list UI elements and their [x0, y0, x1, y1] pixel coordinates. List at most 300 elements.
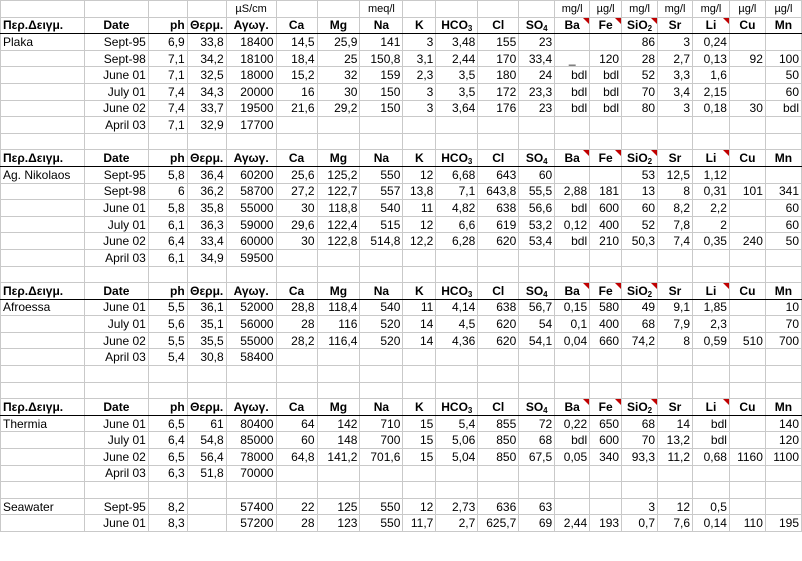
value-cell[interactable]: [360, 249, 403, 266]
value-cell[interactable]: 5,5: [148, 332, 187, 349]
value-cell[interactable]: [555, 117, 590, 134]
value-cell[interactable]: 6,3: [148, 465, 187, 482]
value-cell[interactable]: 0,04: [555, 332, 590, 349]
value-cell[interactable]: 72: [519, 415, 555, 432]
value-cell[interactable]: [590, 266, 622, 283]
value-cell[interactable]: 3,64: [436, 100, 478, 117]
value-cell[interactable]: 142: [317, 415, 360, 432]
value-cell[interactable]: [658, 465, 693, 482]
value-cell[interactable]: 80400: [226, 415, 276, 432]
value-cell[interactable]: [436, 382, 478, 399]
value-cell[interactable]: 50: [765, 233, 801, 250]
value-cell[interactable]: 0,18: [693, 100, 730, 117]
value-cell[interactable]: 86: [622, 34, 658, 51]
value-cell[interactable]: [658, 266, 693, 283]
value-cell[interactable]: 35,1: [187, 316, 226, 333]
value-cell[interactable]: [658, 117, 693, 134]
value-cell[interactable]: [622, 482, 658, 499]
value-cell[interactable]: 67,5: [519, 449, 555, 466]
site-cell[interactable]: [1, 349, 85, 366]
site-cell[interactable]: Ag. Nikolaos: [1, 166, 85, 183]
value-cell[interactable]: 56,6: [519, 200, 555, 217]
value-cell[interactable]: 2,88: [555, 183, 590, 200]
value-cell[interactable]: 10: [765, 299, 801, 316]
value-cell[interactable]: 30: [276, 233, 317, 250]
value-cell[interactable]: 19500: [226, 100, 276, 117]
value-cell[interactable]: 54: [519, 316, 555, 333]
column-header[interactable]: Mn: [765, 283, 801, 300]
value-cell[interactable]: [360, 482, 403, 499]
value-cell[interactable]: [360, 117, 403, 134]
date-cell[interactable]: June 01: [84, 515, 148, 532]
value-cell[interactable]: 120: [765, 432, 801, 449]
value-cell[interactable]: 25,6: [276, 166, 317, 183]
value-cell[interactable]: [478, 366, 519, 383]
value-cell[interactable]: [729, 498, 765, 515]
value-cell[interactable]: bdl: [590, 100, 622, 117]
value-cell[interactable]: [360, 349, 403, 366]
value-cell[interactable]: [693, 133, 730, 150]
value-cell[interactable]: 36,4: [187, 166, 226, 183]
value-cell[interactable]: 148: [317, 432, 360, 449]
value-cell[interactable]: 53,2: [519, 216, 555, 233]
value-cell[interactable]: _: [555, 50, 590, 67]
value-cell[interactable]: 643: [478, 166, 519, 183]
value-cell[interactable]: 620: [478, 332, 519, 349]
value-cell[interactable]: bdl: [693, 432, 730, 449]
value-cell[interactable]: 7,4: [658, 233, 693, 250]
value-cell[interactable]: [519, 465, 555, 482]
value-cell[interactable]: 7,4: [148, 83, 187, 100]
value-cell[interactable]: [729, 133, 765, 150]
unit-cell[interactable]: [1, 1, 85, 18]
value-cell[interactable]: 2,7: [436, 515, 478, 532]
value-cell[interactable]: 0,05: [555, 449, 590, 466]
value-cell[interactable]: [765, 482, 801, 499]
value-cell[interactable]: [478, 117, 519, 134]
value-cell[interactable]: 550: [360, 498, 403, 515]
value-cell[interactable]: [729, 366, 765, 383]
value-cell[interactable]: [276, 465, 317, 482]
value-cell[interactable]: 193: [590, 515, 622, 532]
value-cell[interactable]: 18100: [226, 50, 276, 67]
value-cell[interactable]: [590, 349, 622, 366]
value-cell[interactable]: bdl: [765, 100, 801, 117]
value-cell[interactable]: [360, 465, 403, 482]
value-cell[interactable]: [765, 34, 801, 51]
value-cell[interactable]: 35,8: [187, 200, 226, 217]
value-cell[interactable]: 625,7: [478, 515, 519, 532]
value-cell[interactable]: 32,9: [187, 117, 226, 134]
value-cell[interactable]: [555, 482, 590, 499]
value-cell[interactable]: 0,22: [555, 415, 590, 432]
value-cell[interactable]: [478, 133, 519, 150]
value-cell[interactable]: [555, 166, 590, 183]
value-cell[interactable]: 7,1: [148, 117, 187, 134]
value-cell[interactable]: 29,2: [317, 100, 360, 117]
value-cell[interactable]: 6,5: [148, 415, 187, 432]
column-header[interactable]: Περ.Δειγμ.: [1, 399, 85, 416]
value-cell[interactable]: 15: [403, 449, 436, 466]
value-cell[interactable]: [765, 117, 801, 134]
value-cell[interactable]: [403, 349, 436, 366]
site-cell[interactable]: Plaka: [1, 34, 85, 51]
value-cell[interactable]: [729, 249, 765, 266]
value-cell[interactable]: 58700: [226, 183, 276, 200]
value-cell[interactable]: 52: [622, 216, 658, 233]
value-cell[interactable]: 0,13: [693, 50, 730, 67]
value-cell[interactable]: [519, 366, 555, 383]
column-header[interactable]: Cl: [478, 283, 519, 300]
value-cell[interactable]: 21,6: [276, 100, 317, 117]
site-cell[interactable]: [1, 266, 85, 283]
column-header[interactable]: Date: [84, 399, 148, 416]
value-cell[interactable]: 14: [658, 415, 693, 432]
column-header[interactable]: Li: [693, 150, 730, 167]
site-cell[interactable]: [1, 117, 85, 134]
value-cell[interactable]: 15: [403, 432, 436, 449]
value-cell[interactable]: 18,4: [276, 50, 317, 67]
column-header[interactable]: Ba: [555, 150, 590, 167]
value-cell[interactable]: 0,5: [693, 498, 730, 515]
value-cell[interactable]: 2,3: [403, 67, 436, 84]
value-cell[interactable]: [436, 117, 478, 134]
value-cell[interactable]: [729, 266, 765, 283]
site-cell[interactable]: [1, 133, 85, 150]
value-cell[interactable]: 125: [317, 498, 360, 515]
value-cell[interactable]: [555, 349, 590, 366]
value-cell[interactable]: 80: [622, 100, 658, 117]
date-cell[interactable]: Sept-95: [84, 498, 148, 515]
column-header[interactable]: Na: [360, 283, 403, 300]
value-cell[interactable]: 36,3: [187, 216, 226, 233]
value-cell[interactable]: 141,2: [317, 449, 360, 466]
value-cell[interactable]: 515: [360, 216, 403, 233]
column-header[interactable]: Mn: [765, 17, 801, 34]
value-cell[interactable]: 52000: [226, 299, 276, 316]
site-cell[interactable]: [1, 200, 85, 217]
value-cell[interactable]: 557: [360, 183, 403, 200]
value-cell[interactable]: 28: [276, 515, 317, 532]
value-cell[interactable]: 23: [519, 100, 555, 117]
value-cell[interactable]: 60: [765, 216, 801, 233]
date-cell[interactable]: Sept-95: [84, 166, 148, 183]
value-cell[interactable]: [729, 465, 765, 482]
value-cell[interactable]: 341: [765, 183, 801, 200]
value-cell[interactable]: 5,04: [436, 449, 478, 466]
column-header[interactable]: Na: [360, 150, 403, 167]
value-cell[interactable]: 49: [622, 299, 658, 316]
value-cell[interactable]: 620: [478, 233, 519, 250]
value-cell[interactable]: 6,1: [148, 249, 187, 266]
date-cell[interactable]: Sept-98: [84, 50, 148, 67]
value-cell[interactable]: 70: [765, 316, 801, 333]
value-cell[interactable]: 120: [590, 50, 622, 67]
column-header[interactable]: Αγωγ.: [226, 150, 276, 167]
value-cell[interactable]: [478, 465, 519, 482]
value-cell[interactable]: 0,24: [693, 34, 730, 51]
value-cell[interactable]: 11,7: [403, 515, 436, 532]
column-header[interactable]: $HCO_3$: [436, 17, 478, 34]
value-cell[interactable]: 6,4: [148, 432, 187, 449]
value-cell[interactable]: [187, 366, 226, 383]
value-cell[interactable]: [478, 482, 519, 499]
value-cell[interactable]: [658, 349, 693, 366]
value-cell[interactable]: 210: [590, 233, 622, 250]
unit-cell[interactable]: meq/l: [360, 1, 403, 18]
value-cell[interactable]: 520: [360, 316, 403, 333]
unit-cell[interactable]: [276, 1, 317, 18]
column-header[interactable]: Fe: [590, 399, 622, 416]
value-cell[interactable]: 155: [478, 34, 519, 51]
value-cell[interactable]: [555, 498, 590, 515]
column-header[interactable]: Fe: [590, 17, 622, 34]
column-header[interactable]: Mg: [317, 283, 360, 300]
value-cell[interactable]: 36,2: [187, 183, 226, 200]
value-cell[interactable]: 5,4: [436, 415, 478, 432]
value-cell[interactable]: 25: [317, 50, 360, 67]
column-header[interactable]: Na: [360, 399, 403, 416]
value-cell[interactable]: 660: [590, 332, 622, 349]
value-cell[interactable]: [658, 249, 693, 266]
value-cell[interactable]: 3: [403, 34, 436, 51]
date-cell[interactable]: June 01: [84, 415, 148, 432]
value-cell[interactable]: 5,6: [148, 316, 187, 333]
value-cell[interactable]: 12: [403, 166, 436, 183]
value-cell[interactable]: 150,8: [360, 50, 403, 67]
value-cell[interactable]: 195: [765, 515, 801, 532]
value-cell[interactable]: 110: [729, 515, 765, 532]
value-cell[interactable]: 30: [729, 100, 765, 117]
column-header[interactable]: Ca: [276, 399, 317, 416]
value-cell[interactable]: 181: [590, 183, 622, 200]
value-cell[interactable]: [187, 515, 226, 532]
value-cell[interactable]: 6,4: [148, 233, 187, 250]
date-cell[interactable]: [84, 366, 148, 383]
value-cell[interactable]: [360, 382, 403, 399]
value-cell[interactable]: 0,14: [693, 515, 730, 532]
column-header[interactable]: $HCO_3$: [436, 399, 478, 416]
value-cell[interactable]: 2,3: [693, 316, 730, 333]
value-cell[interactable]: 15,2: [276, 67, 317, 84]
value-cell[interactable]: 643,8: [478, 183, 519, 200]
value-cell[interactable]: 56,4: [187, 449, 226, 466]
value-cell[interactable]: [317, 482, 360, 499]
value-cell[interactable]: 23,3: [519, 83, 555, 100]
value-cell[interactable]: 3,5: [436, 67, 478, 84]
value-cell[interactable]: 1160: [729, 449, 765, 466]
value-cell[interactable]: [187, 498, 226, 515]
unit-cell[interactable]: [148, 1, 187, 18]
value-cell[interactable]: [590, 366, 622, 383]
value-cell[interactable]: [658, 133, 693, 150]
value-cell[interactable]: [148, 133, 187, 150]
value-cell[interactable]: bdl: [590, 83, 622, 100]
column-header[interactable]: Θερμ.: [187, 17, 226, 34]
value-cell[interactable]: 54,1: [519, 332, 555, 349]
value-cell[interactable]: 60: [765, 200, 801, 217]
value-cell[interactable]: 2,7: [658, 50, 693, 67]
value-cell[interactable]: 13,2: [658, 432, 693, 449]
value-cell[interactable]: 33,4: [187, 233, 226, 250]
value-cell[interactable]: [276, 366, 317, 383]
date-cell[interactable]: June 01: [84, 200, 148, 217]
value-cell[interactable]: 3: [658, 34, 693, 51]
column-header[interactable]: Li: [693, 17, 730, 34]
value-cell[interactable]: 850: [478, 449, 519, 466]
value-cell[interactable]: 74,2: [622, 332, 658, 349]
value-cell[interactable]: 170: [478, 50, 519, 67]
value-cell[interactable]: [187, 382, 226, 399]
value-cell[interactable]: [765, 465, 801, 482]
value-cell[interactable]: [226, 133, 276, 150]
value-cell[interactable]: [276, 249, 317, 266]
unit-cell[interactable]: µg/l: [590, 1, 622, 18]
site-cell[interactable]: [1, 366, 85, 383]
value-cell[interactable]: 0,12: [555, 216, 590, 233]
site-cell[interactable]: [1, 83, 85, 100]
column-header[interactable]: Περ.Δειγμ.: [1, 283, 85, 300]
date-cell[interactable]: April 03: [84, 465, 148, 482]
value-cell[interactable]: [622, 117, 658, 134]
column-header[interactable]: Θερμ.: [187, 399, 226, 416]
value-cell[interactable]: [276, 117, 317, 134]
value-cell[interactable]: 58400: [226, 349, 276, 366]
date-cell[interactable]: April 03: [84, 249, 148, 266]
date-cell[interactable]: June 02: [84, 233, 148, 250]
value-cell[interactable]: 85000: [226, 432, 276, 449]
value-cell[interactable]: 0,59: [693, 332, 730, 349]
value-cell[interactable]: 36,1: [187, 299, 226, 316]
column-header[interactable]: Περ.Δειγμ.: [1, 150, 85, 167]
value-cell[interactable]: 55,5: [519, 183, 555, 200]
value-cell[interactable]: 240: [729, 233, 765, 250]
value-cell[interactable]: [317, 349, 360, 366]
site-cell[interactable]: Thermia: [1, 415, 85, 432]
date-cell[interactable]: Sept-95: [84, 34, 148, 51]
value-cell[interactable]: 33,4: [519, 50, 555, 67]
value-cell[interactable]: 30: [317, 83, 360, 100]
value-cell[interactable]: 13,8: [403, 183, 436, 200]
value-cell[interactable]: 116: [317, 316, 360, 333]
value-cell[interactable]: 3: [622, 498, 658, 515]
value-cell[interactable]: [693, 465, 730, 482]
value-cell[interactable]: 550: [360, 166, 403, 183]
value-cell[interactable]: [436, 349, 478, 366]
value-cell[interactable]: 22: [276, 498, 317, 515]
value-cell[interactable]: 13: [622, 183, 658, 200]
site-cell[interactable]: [1, 515, 85, 532]
column-header[interactable]: Na: [360, 17, 403, 34]
value-cell[interactable]: [436, 366, 478, 383]
column-header[interactable]: ph: [148, 150, 187, 167]
value-cell[interactable]: 68: [622, 415, 658, 432]
value-cell[interactable]: 1,85: [693, 299, 730, 316]
value-cell[interactable]: 7,4: [148, 100, 187, 117]
value-cell[interactable]: [226, 266, 276, 283]
value-cell[interactable]: 600: [590, 432, 622, 449]
value-cell[interactable]: 638: [478, 299, 519, 316]
value-cell[interactable]: 60: [622, 200, 658, 217]
value-cell[interactable]: 0,15: [555, 299, 590, 316]
value-cell[interactable]: [765, 498, 801, 515]
value-cell[interactable]: 69: [519, 515, 555, 532]
date-cell[interactable]: April 03: [84, 117, 148, 134]
value-cell[interactable]: 78000: [226, 449, 276, 466]
site-cell[interactable]: [1, 100, 85, 117]
value-cell[interactable]: 4,82: [436, 200, 478, 217]
column-header[interactable]: $HCO_3$: [436, 150, 478, 167]
value-cell[interactable]: 125,2: [317, 166, 360, 183]
column-header[interactable]: Cu: [729, 17, 765, 34]
value-cell[interactable]: [555, 266, 590, 283]
value-cell[interactable]: [622, 382, 658, 399]
value-cell[interactable]: 4,5: [436, 316, 478, 333]
value-cell[interactable]: 27,2: [276, 183, 317, 200]
value-cell[interactable]: 12,5: [658, 166, 693, 183]
value-cell[interactable]: [765, 366, 801, 383]
value-cell[interactable]: 61: [187, 415, 226, 432]
value-cell[interactable]: 33,7: [187, 100, 226, 117]
date-cell[interactable]: April 03: [84, 349, 148, 366]
value-cell[interactable]: 70000: [226, 465, 276, 482]
value-cell[interactable]: 52: [622, 67, 658, 84]
value-cell[interactable]: 638: [478, 200, 519, 217]
value-cell[interactable]: [148, 382, 187, 399]
value-cell[interactable]: [519, 482, 555, 499]
column-header[interactable]: Sr: [658, 283, 693, 300]
value-cell[interactable]: 118,8: [317, 200, 360, 217]
value-cell[interactable]: 0,68: [693, 449, 730, 466]
value-cell[interactable]: [693, 117, 730, 134]
value-cell[interactable]: 1,6: [693, 67, 730, 84]
value-cell[interactable]: [693, 266, 730, 283]
value-cell[interactable]: [729, 83, 765, 100]
value-cell[interactable]: [555, 133, 590, 150]
site-cell[interactable]: [1, 249, 85, 266]
site-cell[interactable]: [1, 449, 85, 466]
value-cell[interactable]: [590, 465, 622, 482]
value-cell[interactable]: 3: [403, 83, 436, 100]
value-cell[interactable]: [765, 249, 801, 266]
value-cell[interactable]: [729, 299, 765, 316]
column-header[interactable]: Cl: [478, 150, 519, 167]
value-cell[interactable]: 28,2: [276, 332, 317, 349]
column-header[interactable]: Ca: [276, 17, 317, 34]
value-cell[interactable]: 123: [317, 515, 360, 532]
date-cell[interactable]: [84, 482, 148, 499]
value-cell[interactable]: [729, 349, 765, 366]
value-cell[interactable]: [317, 249, 360, 266]
column-header[interactable]: Αγωγ.: [226, 17, 276, 34]
column-header[interactable]: Cl: [478, 399, 519, 416]
value-cell[interactable]: [436, 249, 478, 266]
value-cell[interactable]: bdl: [590, 67, 622, 84]
column-header[interactable]: Αγωγ.: [226, 283, 276, 300]
value-cell[interactable]: [403, 382, 436, 399]
column-header[interactable]: Date: [84, 283, 148, 300]
value-cell[interactable]: 3,3: [658, 67, 693, 84]
value-cell[interactable]: 180: [478, 67, 519, 84]
value-cell[interactable]: 6,6: [436, 216, 478, 233]
unit-cell[interactable]: [478, 1, 519, 18]
value-cell[interactable]: 63: [519, 498, 555, 515]
value-cell[interactable]: 0,1: [555, 316, 590, 333]
value-cell[interactable]: [187, 482, 226, 499]
unit-cell[interactable]: mg/l: [693, 1, 730, 18]
value-cell[interactable]: 25,9: [317, 34, 360, 51]
value-cell[interactable]: 2: [693, 216, 730, 233]
